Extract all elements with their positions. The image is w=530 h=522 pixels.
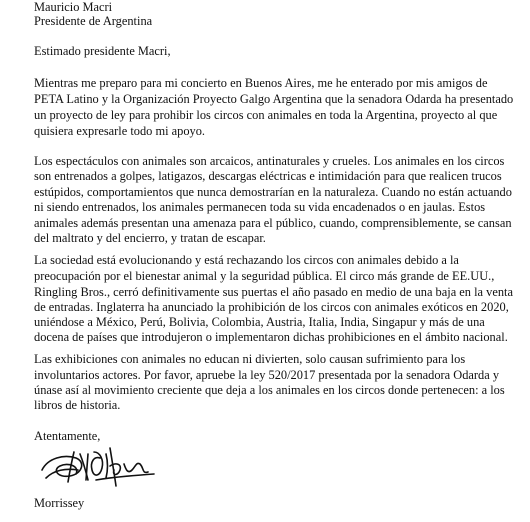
paragraph-line: estúpidos, comportamientos que nunca demostrarían en la naturaleza. Cuando no están actuando [34, 185, 512, 199]
paragraph-line: Las exhibiciones con animales no educan ni divierten, solo causan sufrimiento para los [34, 352, 466, 366]
paragraph-line: preocupación por el bienestar animal y la seguridad pública. El circo más grande de EE.UU., [34, 269, 495, 283]
recipient-name: Mauricio Macri [34, 0, 113, 14]
recipient-title: Presidente de Argentina [34, 14, 153, 28]
paragraph-line: uniéndose a México, Perú, Bolivia, Colombia, Austria, Italia, India, Singapur y más de una [34, 315, 485, 329]
paragraph-line: La sociedad está evolucionando y está rechazando los circos con animales debido a la [34, 253, 459, 267]
paragraph-line: docena de países que introdujeron o implementaron dichas prohibiciones en el ámbito nacional. [34, 330, 508, 344]
paragraph-line: PETA Latino y la Organización Proyecto Galgo Argentina que la senadora Odarda ha presentado [34, 92, 514, 106]
paragraph-line: un proyecto de ley para prohibir los circos con animales en toda la Argentina, proyecto al que [34, 108, 498, 122]
paragraph-line: Mientras me preparo para mi concierto en Buenos Aires, me he enterado por mis amigos de [34, 76, 488, 90]
paragraph-line: libros de historia. [34, 398, 121, 412]
paragraph-line: de entradas. Inglaterra ha anunciado la prohibición de los circos con animales exóticos en 2020, [34, 300, 509, 314]
closing: Atentamente, [34, 429, 101, 443]
signer-name: Morrissey [34, 496, 85, 510]
paragraph-line: del maltrato y del encierro, y tratan de escapar. [34, 231, 266, 245]
handwritten-signature [36, 440, 166, 490]
paragraph-line: animales además presentan una amenaza para el público, cuando, comprensiblemente, se cansan [34, 216, 512, 230]
salutation: Estimado presidente Macri, [34, 44, 171, 58]
paragraph-line: involuntarios actores. Por favor, apruebe la ley 520/2017 presentada por la senadora Odarda y [34, 368, 500, 382]
paragraph-line: Los espectáculos con animales son arcaicos, antinaturales y crueles. Los animales en los circos [34, 154, 505, 168]
paragraph-line: Ringling Bros., cerró definitivamente sus puertas el año pasado en medio de una baja en la venta [34, 285, 513, 299]
paragraph-line: ni siendo entrenados, los animales permanecen toda su vida encadenados o en jaulas. Estos [34, 200, 486, 214]
signature-drawing [36, 440, 166, 490]
paragraph-line: únase así al movimiento creciente que deja a los animales en los circos donde pertenecen: a los [34, 383, 505, 397]
paragraph-line: quisiera expresarle todo mi apoyo. [34, 124, 206, 138]
paragraph-line: son entrenados a golpes, latigazos, descargas eléctricas e intimidación para que realicen trucos [34, 169, 502, 183]
